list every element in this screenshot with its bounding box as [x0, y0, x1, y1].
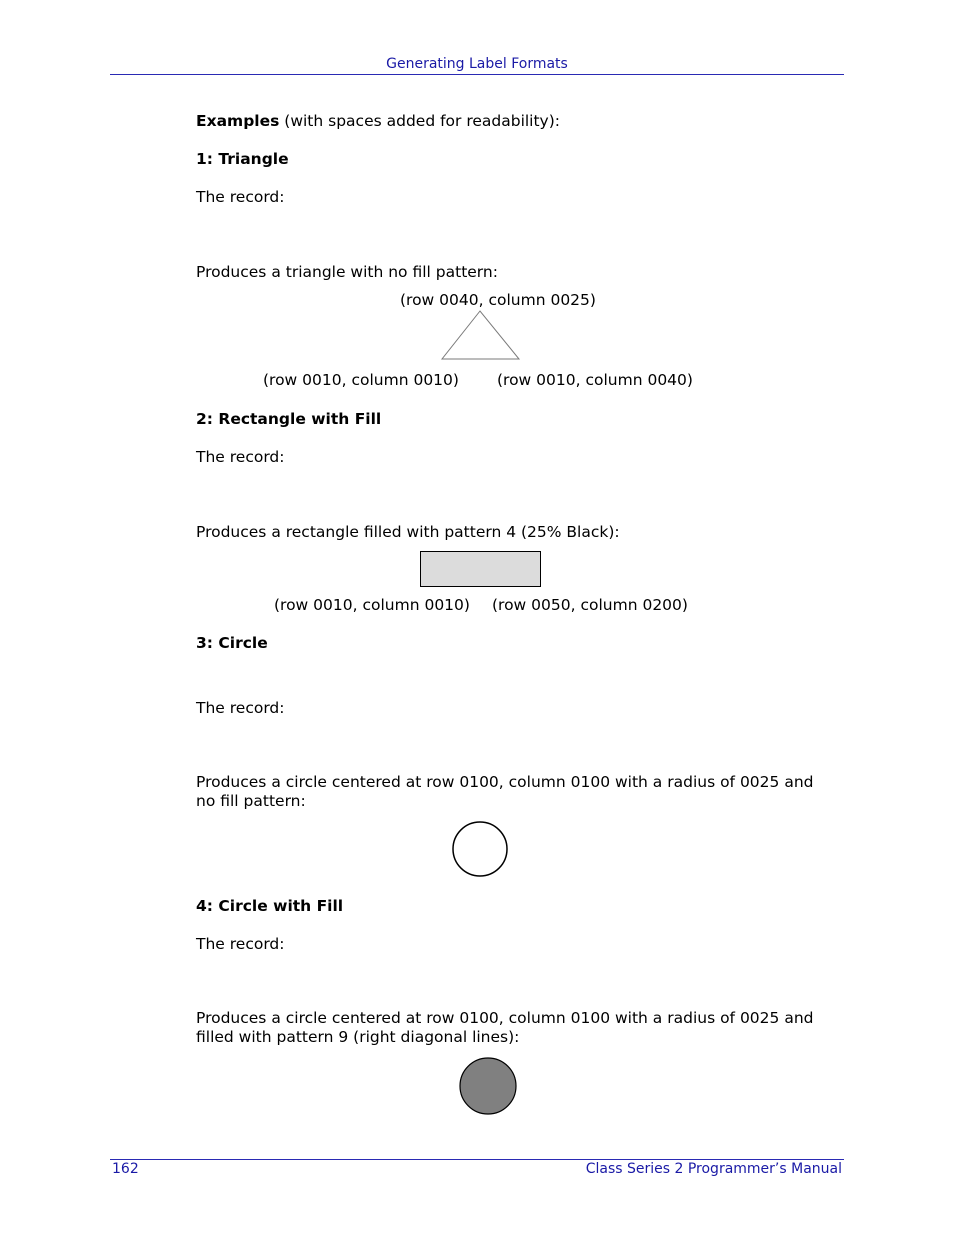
example-1-heading: 1: Triangle [196, 150, 289, 168]
example-2-heading: 2: Rectangle with Fill [196, 410, 382, 428]
rectangle-right-label: (row 0050, column 0200) [492, 596, 688, 614]
example-4-produces-line1: Produces a circle centered at row 0100, column 0100 with a radius of 0025 and [196, 1009, 814, 1027]
circle-figure [450, 819, 512, 881]
triangle-figure [440, 309, 522, 362]
example-2-produces: Produces a rectangle filled with pattern 4 (25% Black): [196, 523, 620, 541]
header-rule [110, 74, 844, 75]
example-2-record-label: The record: [196, 448, 285, 466]
rectangle-left-label: (row 0010, column 0010) [274, 596, 470, 614]
example-4-record-label: The record: [196, 935, 285, 953]
example-3-produces-line2: no fill pattern: [196, 792, 306, 810]
page-number: 162 [112, 1161, 139, 1177]
example-4-heading: 4: Circle with Fill [196, 897, 344, 915]
triangle-top-label: (row 0040, column 0025) [400, 291, 596, 309]
triangle-left-label: (row 0010, column 0010) [263, 371, 459, 389]
running-header: Generating Label Formats [386, 56, 568, 72]
example-3-heading: 3: Circle [196, 634, 268, 652]
examples-intro [196, 112, 560, 130]
example-3-produces-line1: Produces a circle centered at row 0100, column 0100 with a radius of 0025 and [196, 773, 814, 791]
examples-intro-bold: Examples [196, 112, 280, 130]
triangle-right-label: (row 0010, column 0040) [497, 371, 693, 389]
filled-circle-figure [457, 1056, 519, 1118]
examples-intro-rest: (with spaces added for readability): [279, 112, 561, 130]
footer-rule [110, 1159, 844, 1160]
example-3-record-label: The record: [196, 699, 285, 717]
manual-title: Class Series 2 Programmer’s Manual [585, 1161, 842, 1177]
filled-rectangle-figure [420, 551, 541, 587]
example-4-produces-line2: filled with pattern 9 (right diagonal lines): [196, 1028, 520, 1046]
example-1-record-label: The record: [196, 188, 285, 206]
example-1-produces: Produces a triangle with no fill pattern: [196, 263, 498, 281]
